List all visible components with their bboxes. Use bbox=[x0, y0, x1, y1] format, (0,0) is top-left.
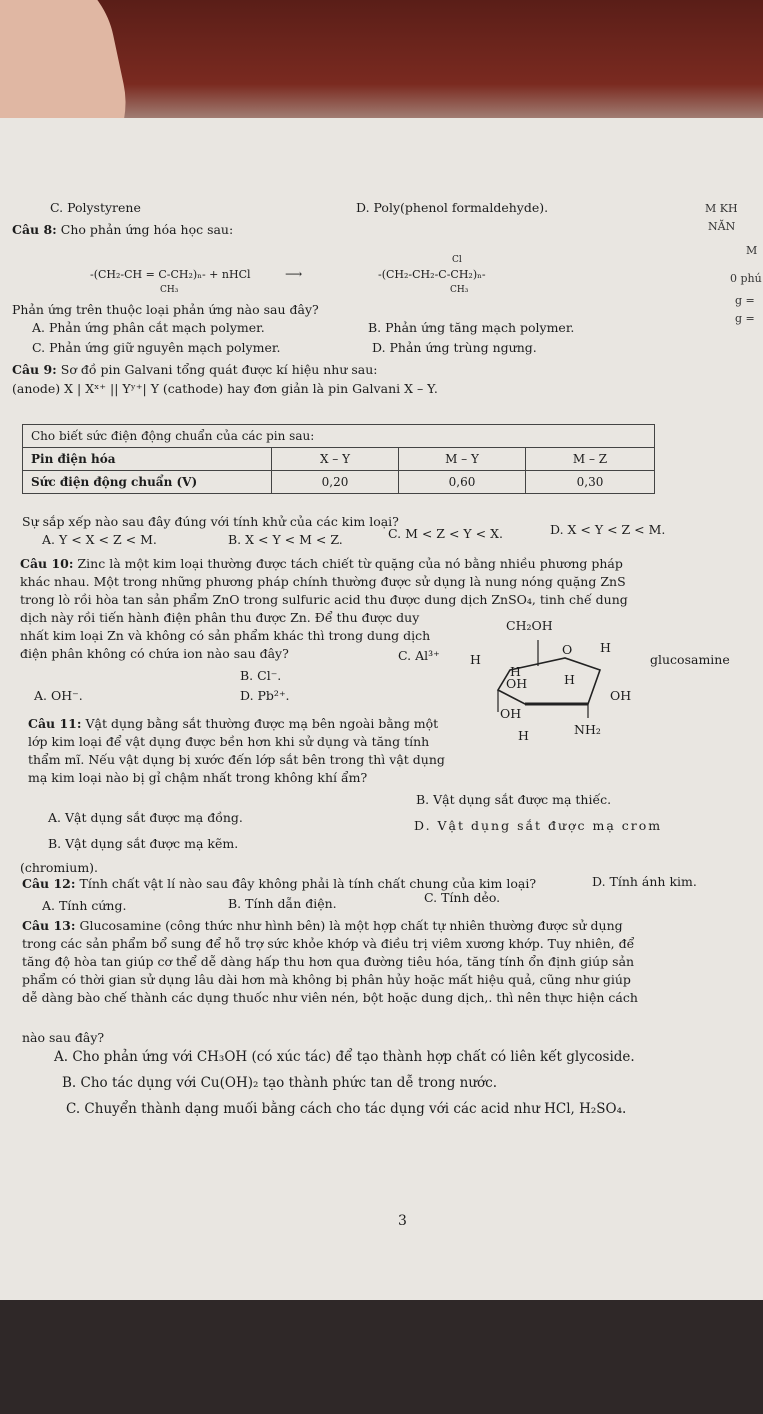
q11-first-line bbox=[28, 716, 438, 733]
emf-value-xy: 0,20 bbox=[272, 471, 399, 494]
q11-option-b[interactable]: B. Vật dụng sắt được mạ thiếc. bbox=[416, 792, 612, 807]
q10-line-4: dịch này rồi tiến hành điện phân thu được Zn. Để thu được duy bbox=[20, 610, 420, 625]
q11-label: Câu 11: bbox=[28, 716, 82, 731]
q9-option-b[interactable]: B. X < Y < M < Z. bbox=[228, 532, 343, 547]
page-number: 3 bbox=[398, 1213, 407, 1229]
q8-reaction-left-sub: CH₃ bbox=[160, 285, 179, 295]
q10-option-a[interactable]: A. OH⁻. bbox=[34, 688, 83, 703]
mol-nh2: NH₂ bbox=[574, 722, 601, 737]
emf-header-cell: Pin điện hóa bbox=[23, 448, 272, 471]
q11-option-d-cont: (chromium). bbox=[20, 860, 99, 875]
edge-text-3: M bbox=[746, 244, 758, 257]
prev-option-c: C. Polystyrene bbox=[50, 200, 141, 215]
q8-option-d[interactable]: D. Phản ứng trùng ngưng. bbox=[372, 340, 537, 355]
exam-page bbox=[0, 118, 763, 1363]
q8-option-b[interactable]: B. Phản ứng tăng mạch polymer. bbox=[368, 320, 575, 335]
q12-option-c[interactable]: C. Tính dẻo. bbox=[424, 890, 501, 905]
edge-text-5: g = bbox=[735, 294, 755, 307]
emf-table bbox=[22, 424, 655, 494]
q9-text: Sơ đồ pin Galvani tổng quát được kí hiệu như sau: bbox=[60, 362, 378, 377]
q8-option-a[interactable]: A. Phản ứng phân cắt mạch polymer. bbox=[32, 320, 265, 335]
q8-reaction-left: -(CH₂-CH = C-CH₂)ₙ- + nHCl bbox=[90, 268, 251, 281]
emf-header-xy: X – Y bbox=[272, 448, 399, 471]
q8-question: Phản ứng trên thuộc loại phản ứng nào sau đây? bbox=[12, 302, 319, 317]
q9-scheme: (anode) X | Xˣ⁺ || Yʸ⁺| Y (cathode) hay đơn giản là pin Galvani X – Y. bbox=[12, 381, 438, 396]
edge-text-4: 0 phú bbox=[730, 272, 762, 285]
q8-reaction-right-top: Cl bbox=[452, 255, 462, 265]
reaction-arrow: ⟶ bbox=[285, 267, 303, 281]
q13-line-2: trong các sản phẩm bổ sung để hỗ trợ sức khỏe khớp và điều trị viêm xương khớp. Tuy nhiên, để bbox=[22, 936, 635, 951]
q13-option-c[interactable]: C. Chuyển thành dạng muối bằng cách cho tác dụng với các acid như HCl, H₂SO₄. bbox=[66, 1101, 627, 1117]
mol-oh-3: OH bbox=[500, 706, 522, 721]
mol-oh-1: OH bbox=[506, 676, 528, 691]
q10-line-1: Zinc là một kim loại thường được tách chiết từ quặng của nó bằng nhiều phương pháp bbox=[77, 556, 623, 571]
q9-option-c[interactable]: C. M < Z < Y < X. bbox=[388, 526, 503, 541]
q10-option-d[interactable]: D. Pb²⁺. bbox=[240, 688, 290, 703]
q11-line-3: thẩm mĩ. Nếu vật dụng bị xước đến lớp sắt bên trong thì vật dụng bbox=[28, 752, 445, 767]
emf-table-intro: Cho biết sức điện động chuẩn của các pin sau: bbox=[23, 425, 655, 448]
q8-prompt bbox=[12, 222, 233, 239]
q10-first-line bbox=[20, 556, 623, 573]
q8-label: Câu 8: bbox=[12, 222, 57, 237]
q11-line-1: Vật dụng bằng sắt thường được mạ bên ngoài bằng một bbox=[85, 716, 439, 731]
q10-line-6: điện phân không có chứa ion nào sau đây? bbox=[20, 646, 289, 661]
emf-value-my: 0,60 bbox=[399, 471, 526, 494]
q9-prompt bbox=[12, 362, 378, 379]
q10-label: Câu 10: bbox=[20, 556, 74, 571]
q11-option-b-zinc[interactable]: B. Vật dụng sắt được mạ kẽm. bbox=[48, 836, 239, 851]
q13-line-1: Glucosamine (công thức như hình bên) là một hợp chất tự nhiên thường được sử dụng bbox=[79, 918, 623, 933]
molecule-name: glucosamine bbox=[650, 652, 730, 667]
q13-line-4: phẩm có thời gian sử dụng lâu dài hơn mà không bị phân hủy hoặc mất hiệu quả, cũng như giúp bbox=[22, 972, 631, 987]
mol-h-4: H bbox=[564, 672, 575, 687]
q9-option-d[interactable]: D. X < Y < Z < M. bbox=[550, 522, 666, 537]
q10-line-3: trong lò rồi hòa tan sản phẩm ZnO trong sulfuric acid thu được dung dịch ZnSO₄, tinh chế dung bbox=[20, 592, 628, 607]
q10-line-2: khác nhau. Một trong những phương pháp chính thường được sử dụng là nung nóng quặng ZnS bbox=[20, 574, 626, 589]
q13-line-6: nào sau đây? bbox=[22, 1030, 105, 1045]
q13-option-a[interactable]: A. Cho phản ứng với CH₃OH (có xúc tác) để tạo thành hợp chất có liên kết glycoside. bbox=[54, 1049, 635, 1065]
q13-option-b[interactable]: B. Cho tác dụng với Cu(OH)₂ tạo thành phức tan dễ trong nước. bbox=[62, 1075, 498, 1091]
q9-label: Câu 9: bbox=[12, 362, 57, 377]
q8-reaction-right-sub: CH₃ bbox=[450, 285, 469, 295]
q13-line-5: dễ dàng bào chế thành các dụng thuốc như viên nén, bột hoặc dung dịch,. thì nên thực hiện cách bbox=[22, 990, 638, 1005]
q11-option-a[interactable]: A. Vật dụng sắt được mạ đồng. bbox=[48, 810, 243, 825]
emf-row-label: Sức điện động chuẩn (V) bbox=[23, 471, 272, 494]
edge-text-2: NĂN bbox=[708, 220, 736, 233]
q12-option-b[interactable]: B. Tính dẫn điện. bbox=[228, 896, 337, 911]
q8-reaction-right: -(CH₂-CH₂-C-CH₂)ₙ- bbox=[378, 268, 486, 281]
emf-value-mz: 0,30 bbox=[526, 471, 655, 494]
q13-line-3: tăng độ hòa tan giúp cơ thể dễ dàng hấp thu hơn qua đường tiêu hóa, tăng tính ổn định giúp sản bbox=[22, 954, 635, 969]
mol-o: O bbox=[562, 642, 573, 657]
emf-header-my: M – Y bbox=[399, 448, 526, 471]
mol-ch2oh: CH₂OH bbox=[506, 618, 553, 633]
prev-option-d: D. Poly(phenol formaldehyde). bbox=[356, 200, 549, 215]
q8-text: Cho phản ứng hóa học sau: bbox=[60, 222, 234, 237]
q10-option-c[interactable]: C. Al³⁺ bbox=[398, 648, 440, 663]
q12-label: Câu 12: bbox=[22, 876, 76, 891]
q8-option-c[interactable]: C. Phản ứng giữ nguyên mạch polymer. bbox=[32, 340, 281, 355]
mol-h-5: H bbox=[518, 728, 529, 743]
q12-option-a[interactable]: A. Tính cứng. bbox=[42, 898, 127, 913]
edge-text-1: M KH bbox=[705, 202, 738, 215]
q10-option-b[interactable]: B. Cl⁻. bbox=[240, 668, 282, 683]
q11-line-4: mạ kim loại nào bị gỉ chậm nhất trong không khí ẩm? bbox=[28, 770, 368, 785]
q10-line-5: nhất kim loại Zn và không có sản phẩm khác thì trong dung dịch bbox=[20, 628, 431, 643]
q11-option-d[interactable]: D. Vật dụng sắt được mạ crom bbox=[414, 818, 663, 833]
edge-text-6: g = bbox=[735, 312, 755, 325]
q13-first-line bbox=[22, 918, 623, 935]
q11-line-2: lớp kim loại để vật dụng được bền hơn khi sử dụng và tăng tính bbox=[28, 734, 430, 749]
emf-header-mz: M – Z bbox=[526, 448, 655, 471]
q12-text: Tính chất vật lí nào sau đây không phải là tính chất chung của kim loại? bbox=[79, 876, 537, 891]
q9-option-a[interactable]: A. Y < X < Z < M. bbox=[42, 532, 157, 547]
q12-option-d[interactable]: D. Tính ánh kim. bbox=[592, 874, 697, 889]
mol-h-2: H bbox=[470, 652, 481, 667]
q13-label: Câu 13: bbox=[22, 918, 76, 933]
mol-h-3: H bbox=[510, 664, 521, 679]
q9-question: Sự sắp xếp nào sau đây đúng với tính khử của các kim loại? bbox=[22, 514, 399, 529]
mol-oh-2: OH bbox=[610, 688, 632, 703]
glucosamine-structure bbox=[470, 618, 660, 748]
mol-h-1: H bbox=[600, 640, 611, 655]
background-bottom bbox=[0, 1300, 763, 1414]
